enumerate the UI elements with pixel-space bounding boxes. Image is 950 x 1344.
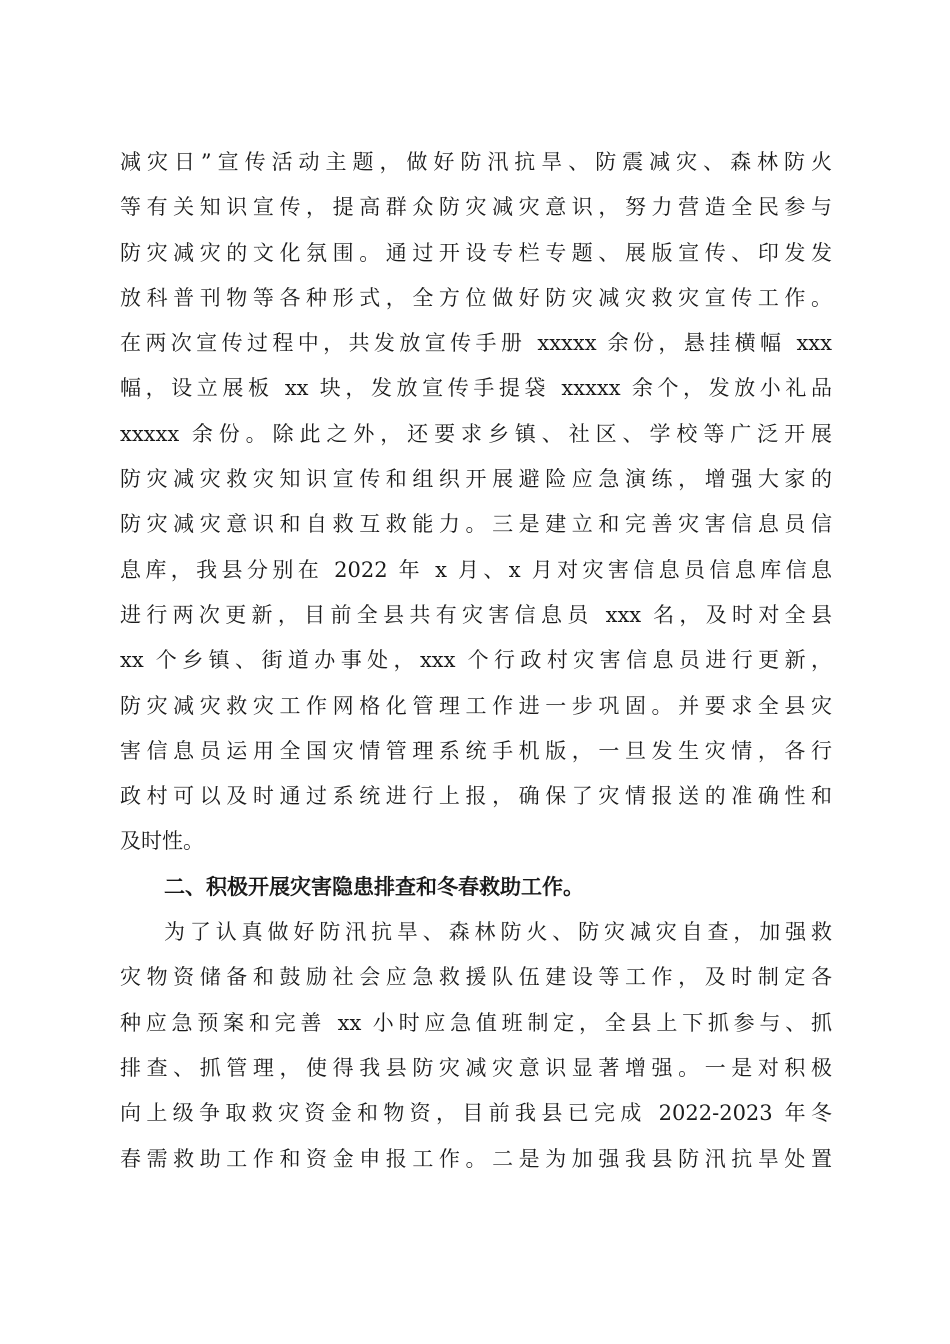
text-line: 排查、抓管理，使得我县防灾减灾意识显著增强。一是对积极 (120, 1055, 832, 1080)
text-line: 等有关知识宣传，提高群众防灾减灾意识，努力营造全民参与 (120, 195, 832, 220)
paragraph-2 (120, 910, 832, 1182)
text-line: 向上级争取救灾资金和物资，目前我县已完成 2022-2023 年冬 (120, 1101, 832, 1126)
section-heading: 二、积极开展灾害隐患排查和冬春救助工作。 (164, 874, 584, 899)
text-line: 为了认真做好防汛抗旱、森林防火、防灾减灾自查，加强救 (164, 920, 832, 945)
text-line: 幅，设立展板 xx 块，发放宣传手提袋 xxxxx 余个，发放小礼品 (120, 376, 832, 401)
text-line: 防灾减灾救灾知识宣传和组织开展避险应急演练，增强大家的 (120, 467, 832, 492)
text-line: xxxxx 余份。除此之外，还要求乡镇、社区、学校等广泛开展 (120, 421, 832, 446)
text-line: 防灾减灾意识和自救互救能力。三是建立和完善灾害信息员信 (120, 512, 832, 537)
text-line: 减灾日”宣传活动主题，做好防汛抗旱、防震减灾、森林防火 (120, 150, 832, 174)
text-line: 息库，我县分别在 2022 年 x 月、x 月对灾害信息员信息库信息 (120, 557, 832, 582)
text-line: 灾物资储备和鼓励社会应急救援队伍建设等工作，及时制定各 (120, 965, 832, 990)
text-line: 及时性。 (120, 829, 204, 854)
text-line: 害信息员运用全国灾情管理系统手机版，一旦发生灾情，各行 (120, 738, 832, 763)
text-line: 春需救助工作和资金申报工作。二是为加强我县防汛抗旱处置 (120, 1146, 832, 1171)
text-line: 防灾减灾的文化氛围。通过开设专栏专题、展版宣传、印发发 (120, 240, 832, 265)
text-line: 放科普刊物等各种形式，全方位做好防灾减灾救灾宣传工作。 (120, 285, 832, 310)
text-line: 政村可以及时通过系统进行上报，确保了灾情报送的准确性和 (120, 784, 832, 809)
document-body (120, 140, 832, 1182)
text-line: 种应急预案和完善 xx 小时应急值班制定，全县上下抓参与、抓 (120, 1010, 832, 1035)
text-line: 防灾减灾救灾工作网格化管理工作进一步巩固。并要求全县灾 (120, 693, 832, 718)
text-line: 在两次宣传过程中，共发放宣传手册 xxxxx 余份，悬挂横幅 xxx (120, 331, 832, 356)
paragraph-1 (120, 140, 832, 865)
text-line: xx 个乡镇、街道办事处，xxx 个行政村灾害信息员进行更新， (120, 648, 832, 673)
text-line: 进行两次更新，目前全县共有灾害信息员 xxx 名，及时对全县 (120, 602, 832, 627)
